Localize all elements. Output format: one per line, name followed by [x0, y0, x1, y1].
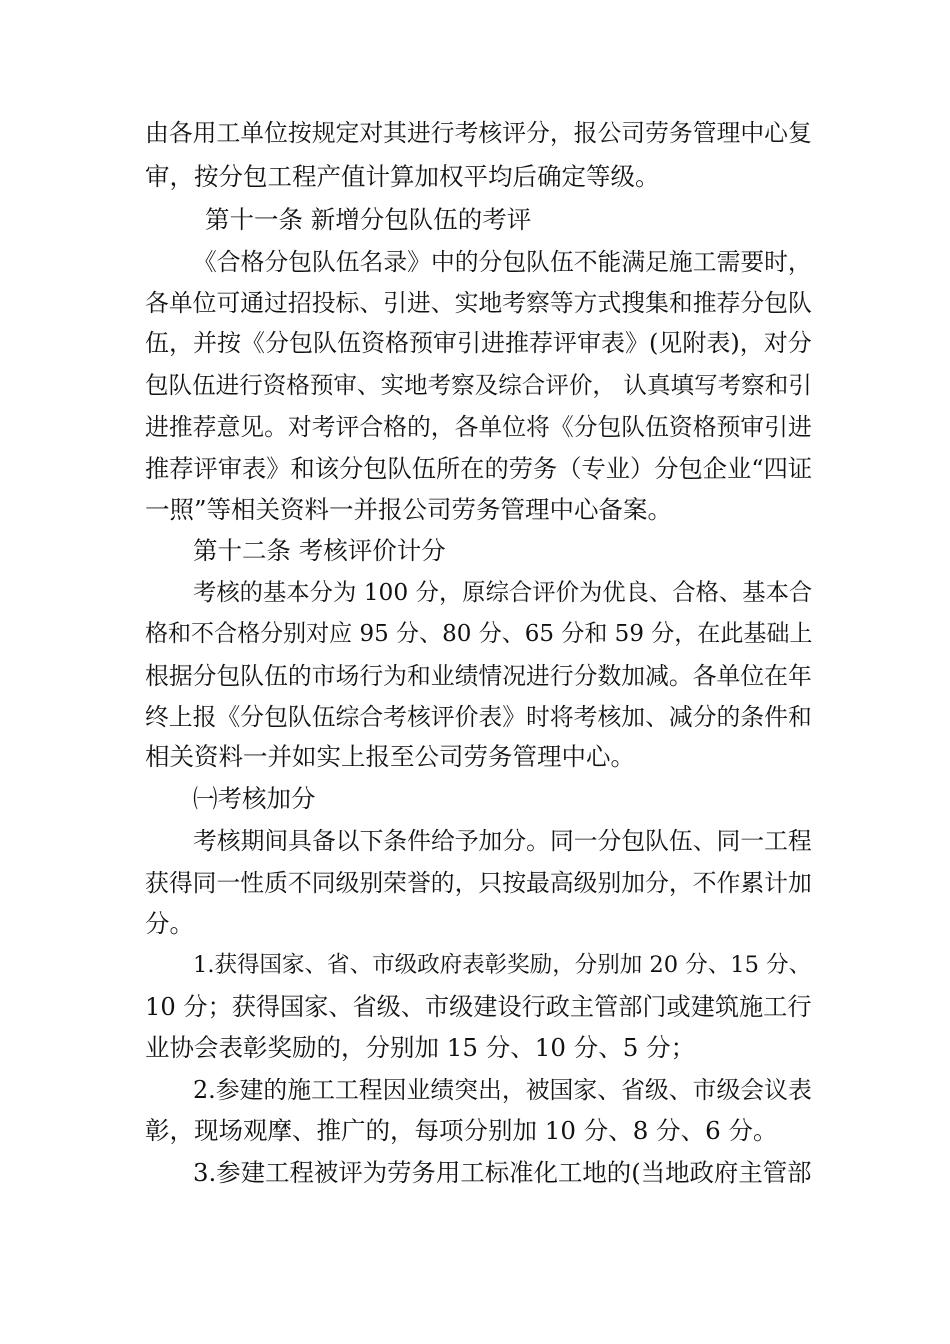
text-line: 一照”等相关资料一并报公司劳务管理中心备案。 [145, 495, 673, 524]
text-line: 考核的基本分为 100 分，原综合评价为优良、合格、基本合 [193, 578, 813, 606]
text-line: 由各用工单位按规定对其进行考核评分，报公司劳务管理中心复 [145, 119, 812, 147]
text-line: 10 分；获得国家、省级、市级建设行政主管部门或建筑施工行 [145, 993, 812, 1021]
text-line: 终上报《分包队伍综合考核评价表》时将考核加、减分的条件和 [145, 703, 812, 731]
subsection-heading: ㈠考核加分 [193, 784, 316, 813]
text-line: 包队伍进行资格预审、实地考察及综合评价， 认真填写考察和引 [145, 371, 812, 399]
text-line: 《合格分包队伍名录》中的分包队伍不能满足施工需要时， [193, 248, 812, 276]
text-line: 格和不合格分别对应 95 分、80 分、65 分和 59 分，在此基础上 [145, 621, 813, 647]
text-line: 各单位可通过招投标、引进、实地考察等方式搜集和推荐分包队 [145, 289, 812, 317]
text-line: 考核期间具备以下条件给予加分。同一分包队伍、同一工程 [193, 827, 812, 855]
text-line: 彰，现场观摩、推广的，每项分别加 10 分、8 分、6 分。 [145, 1116, 778, 1145]
text-line: 相关资料一并如实上报至公司劳务管理中心。 [145, 742, 635, 771]
text-line: 审，按分包工程产值计算加权平均后确定等级。 [145, 162, 660, 191]
text-line: 2.参建的施工工程因业绩突出，被国家、省级、市级会议表 [193, 1076, 812, 1104]
text-line: 进推荐意见。对考评合格的，各单位将《分包队伍资格预审引进 [145, 413, 812, 441]
text-line: 分。 [145, 909, 194, 938]
section-heading: 第十一条 新增分包队伍的考评 [205, 205, 532, 234]
text-line: 推荐评审表》和该分包队伍所在的劳务（专业）分包企业“四证 [145, 454, 813, 483]
text-line: 根据分包队伍的市场行为和业绩情况进行分数加减。各单位在年 [145, 662, 812, 690]
text-line: 伍，并按《分包队伍资格预审引进推荐评审表》(见附表)，对分 [145, 329, 812, 357]
text-line: 1.获得国家、省、市级政府表彰奖励，分别加 20 分、15 分、 [193, 952, 812, 978]
text-line: 3.参建工程被评为劳务用工标准化工地的(当地政府主管部 [193, 1158, 812, 1187]
text-line: 业协会表彰奖励的，分别加 15 分、10 分、5 分； [145, 1033, 696, 1062]
section-heading: 第十二条 考核评价计分 [193, 536, 446, 565]
text-line: 获得同一性质不同级别荣誉的，只按最高级别加分，不作累计加 [145, 869, 812, 897]
